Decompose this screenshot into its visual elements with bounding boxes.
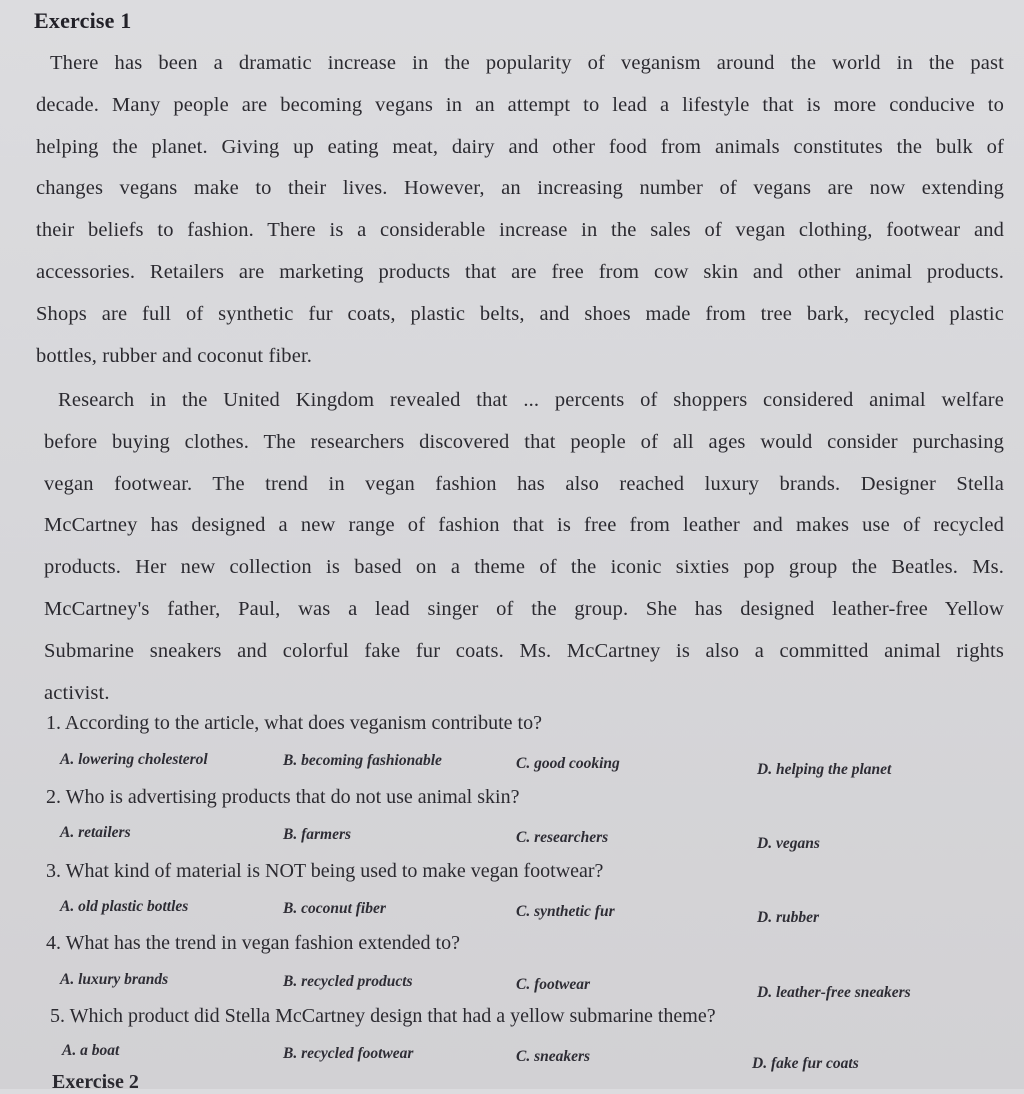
- passage-line: accessories. Retailers are marketing products that are free from cow skin and other animal products.: [36, 260, 1004, 283]
- option-3d[interactable]: D. rubber: [757, 909, 820, 926]
- passage-line: There has been a dramatic increase in the popularity of veganism around the world in the past: [50, 52, 1004, 74]
- passage-line: their beliefs to fashion. There is a considerable increase in the sales of vegan clothing, footwear and: [36, 219, 1004, 242]
- option-3c[interactable]: C. synthetic fur: [516, 903, 615, 920]
- question-1: 1. According to the article, what does veganism contribute to?: [46, 712, 542, 734]
- passage-line: before buying clothes. The researchers discovered that people of all ages would consider purchasing: [44, 430, 1004, 453]
- option-5a[interactable]: A. a boat: [62, 1042, 120, 1059]
- option-2b[interactable]: B. farmers: [283, 826, 352, 843]
- option-1c[interactable]: C. good cooking: [516, 755, 620, 772]
- option-4a[interactable]: A. luxury brands: [60, 971, 169, 988]
- option-5b[interactable]: B. recycled footwear: [283, 1045, 414, 1062]
- question-5: 5. Which product did Stella McCartney design that had a yellow submarine theme?: [50, 1005, 716, 1027]
- option-5d[interactable]: D. fake fur coats: [752, 1055, 859, 1072]
- passage-line: bottles, rubber and coconut fiber.: [36, 344, 313, 367]
- option-4b[interactable]: B. recycled products: [283, 973, 413, 990]
- exercise-title: Exercise 1: [34, 8, 132, 33]
- question-3: 3. What kind of material is NOT being used to make vegan footwear?: [46, 860, 604, 882]
- option-2a[interactable]: A. retailers: [60, 824, 131, 841]
- passage-line: vegan footwear. The trend in vegan fashion has also reached luxury brands. Designer Stella: [44, 472, 1004, 495]
- option-3a[interactable]: A. old plastic bottles: [60, 898, 189, 915]
- question-2: 2. Who is advertising products that do not use animal skin?: [46, 786, 520, 808]
- option-1d[interactable]: D. helping the planet: [757, 761, 892, 778]
- option-1b[interactable]: B. becoming fashionable: [283, 752, 442, 769]
- option-2c[interactable]: C. researchers: [516, 829, 609, 846]
- passage-paragraph-2: [44, 380, 1004, 714]
- passage-paragraph-1: [36, 43, 1004, 377]
- passage-line: McCartney's father, Paul, was a lead singer of the group. She has designed leather-free Yellow: [44, 597, 1004, 620]
- passage-line: McCartney has designed a new range of fashion that is free from leather and makes use of recycled: [44, 514, 1004, 537]
- option-2d[interactable]: D. vegans: [757, 835, 820, 852]
- passage-line: helping the planet. Giving up eating meat, dairy and other food from animals constitutes the bulk of: [36, 135, 1004, 158]
- passage-line: changes vegans make to their lives. However, an increasing number of vegans are now extending: [36, 177, 1004, 200]
- passage-line: products. Her new collection is based on a theme of the iconic sixties pop group the Beatles. Ms.: [44, 556, 1004, 579]
- option-4d[interactable]: D. leather-free sneakers: [757, 984, 911, 1001]
- option-5c[interactable]: C. sneakers: [516, 1048, 591, 1065]
- option-4c[interactable]: C. footwear: [516, 976, 591, 993]
- passage-line: Submarine sneakers and colorful fake fur coats. Ms. McCartney is also a committed animal rights: [44, 639, 1004, 662]
- option-3b[interactable]: B. coconut fiber: [283, 900, 386, 917]
- passage-line: Shops are full of synthetic fur coats, plastic belts, and shoes made from tree bark, recycled plastic: [36, 302, 1004, 325]
- next-exercise-title: Exercise 2: [52, 1071, 139, 1093]
- question-4: 4. What has the trend in vegan fashion extended to?: [46, 932, 460, 954]
- option-1a[interactable]: A. lowering cholesterol: [60, 751, 208, 768]
- passage-line: decade. Many people are becoming vegans in an attempt to lead a lifestyle that is more conducive to: [36, 93, 1004, 116]
- passage-line: Research in the United Kingdom revealed that ... percents of shoppers considered animal welfare: [58, 389, 1004, 411]
- passage-line: activist.: [44, 681, 110, 704]
